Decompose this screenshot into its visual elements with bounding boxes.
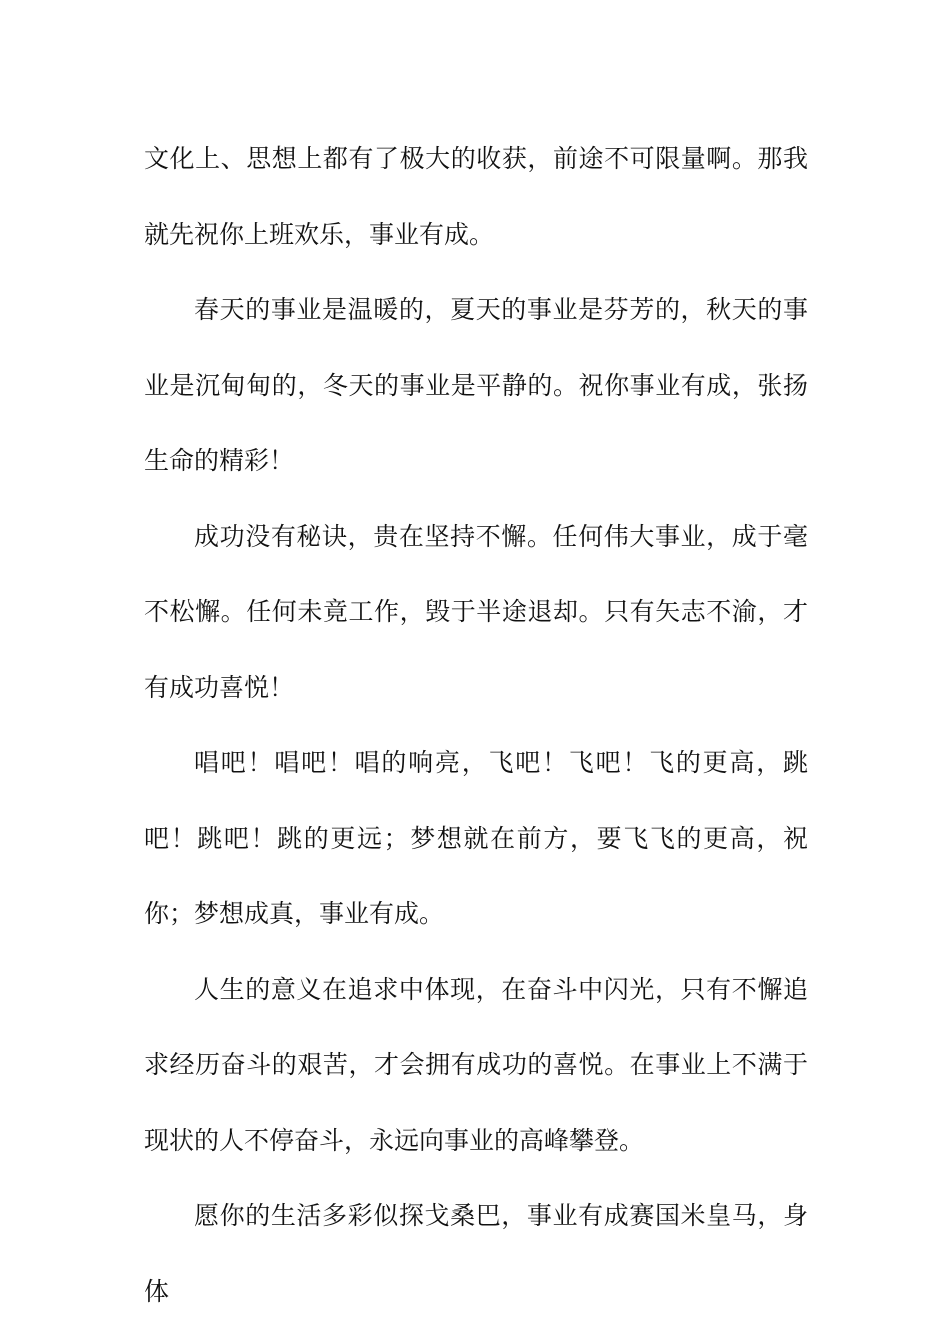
paragraph: 唱吧！唱吧！唱的响亮，飞吧！飞吧！飞的更高，跳吧！跳吧！跳的更远；梦想就在前方，要飞飞的更高，祝你；梦想成真，事业有成。 [144,748,808,928]
paragraph: 成功没有秘诀，贵在坚持不懈。任何伟大事业，成于毫不松懈。任何未竟工作，毁于半途退却。只有矢志不渝，才有成功喜悦！ [144,521,808,702]
paragraph-truncated: 愿你的生活多彩似探戈桑巴，事业有成赛国米皇马，身体 [144,1201,808,1306]
paragraph: 春天的事业是温暖的，夏天的事业是芬芳的，秋天的事业是沉甸甸的，冬天的事业是平静的。祝你事业有成，张扬生命的精彩！ [144,295,808,475]
paragraph-continued: 文化上、思想上都有了极大的收获，前途不可限量啊。那我就先祝你上班欢乐，事业有成。 [144,144,808,249]
paragraph: 人生的意义在追求中体现，在奋斗中闪光，只有不懈追求经历奋斗的艰苦，才会拥有成功的喜悦。在事业上不满于现状的人不停奋斗，永远向事业的高峰攀登。 [144,974,808,1155]
document-body [144,121,808,1329]
